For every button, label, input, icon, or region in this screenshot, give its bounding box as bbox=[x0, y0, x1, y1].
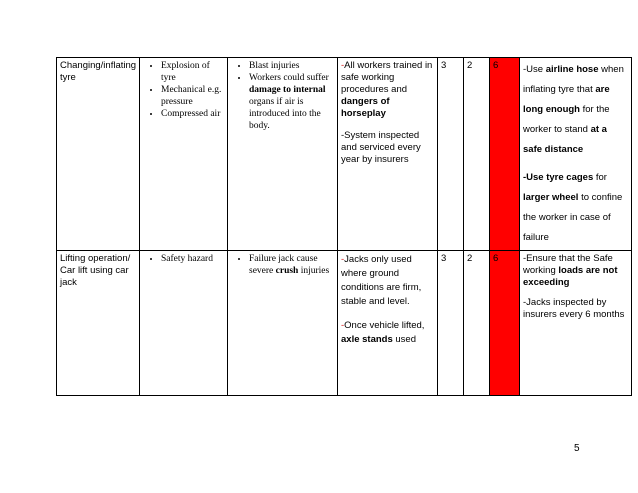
risk-item: • Blast injuries bbox=[249, 60, 334, 72]
risks-cell bbox=[228, 251, 338, 396]
activity-cell: Changing/inflating tyre bbox=[57, 58, 140, 251]
recommendation-text: -Use airline hose when inflating tyre that are long enough for the worker to stand at a safe distance bbox=[523, 64, 624, 155]
activity-cell: Lifting operation/ Car lift using car jack bbox=[57, 251, 140, 396]
controls-cell bbox=[338, 58, 438, 251]
risk-rating-cell: 6 bbox=[490, 251, 520, 396]
hazard-item: • Safety hazard bbox=[161, 253, 224, 265]
risks-cell bbox=[228, 58, 338, 251]
likelihood-cell: 3 bbox=[438, 58, 464, 251]
hazards-cell bbox=[140, 58, 228, 251]
control-text: -Jacks only used where ground conditions are firm, stable and level. bbox=[341, 254, 422, 307]
page-number: 5 bbox=[574, 443, 580, 454]
hazard-item: • Mechanical e.g. pressure bbox=[161, 84, 224, 108]
recommendation-text: -Jacks inspected by insurers every 6 months bbox=[523, 297, 625, 320]
control-text: -All workers trained in safe working procedures and dangers of horseplay bbox=[341, 60, 433, 119]
likelihood-cell: 3 bbox=[438, 251, 464, 396]
control-text: -System inspected and serviced every year by insurers bbox=[341, 130, 421, 165]
hazards-cell bbox=[140, 251, 228, 396]
hazard-item: • Compressed air bbox=[161, 108, 224, 120]
recommendation-text: -Use tyre cages for larger wheel to confine the worker in case of failure bbox=[523, 172, 623, 243]
table-row bbox=[57, 251, 632, 396]
risk-item: • Failure jack cause severe crush injuries bbox=[249, 253, 334, 277]
control-text: -Once vehicle lifted, axle stands used bbox=[341, 320, 425, 345]
risk-assessment-table bbox=[56, 57, 632, 396]
controls-cell bbox=[338, 251, 438, 396]
hazard-item: • Explosion of tyre bbox=[161, 60, 224, 84]
risk-item: • Workers could suffer damage to internal organs if air is introduced into the body. bbox=[249, 72, 334, 132]
risk-rating-cell: 6 bbox=[490, 58, 520, 251]
severity-cell: 2 bbox=[464, 251, 490, 396]
severity-cell: 2 bbox=[464, 58, 490, 251]
recommendation-text: -Ensure that the Safe working loads are not exceeding bbox=[523, 253, 618, 288]
recommendation-cell bbox=[520, 58, 632, 251]
table-row bbox=[57, 58, 632, 251]
recommendation-cell bbox=[520, 251, 632, 396]
